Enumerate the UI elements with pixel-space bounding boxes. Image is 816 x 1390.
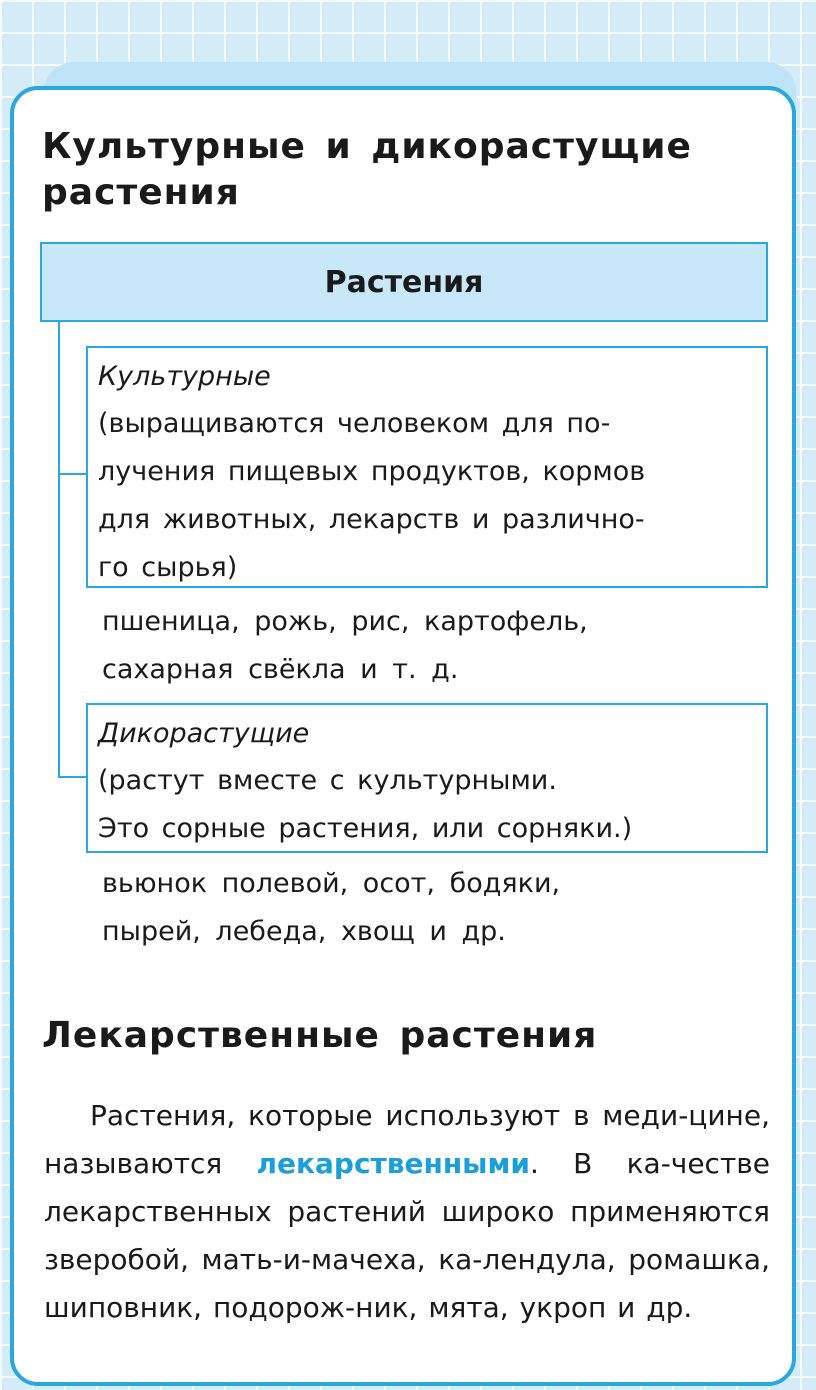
cultivated-plants-box (86, 346, 768, 588)
wild-plants-box (86, 703, 768, 853)
cultivated-examples (102, 598, 762, 694)
medicinal-paragraph (44, 1092, 770, 1332)
tree-connector-vertical (58, 322, 60, 778)
wild-example-line: пырей, лебеда, хвощ и др. (102, 916, 506, 947)
cultivated-description-line: лучения пищевых продуктов, кормов (98, 456, 646, 487)
medicinal-text-after: . В ка-честве лекарственных растений широко применяются зверобой, мать-и-мачеха, ка-лендула, ромашка, шиповник, подорож-ник, мята, укроп и др. (44, 1147, 770, 1324)
wild-examples (102, 860, 762, 956)
cultivated-title: Культурные (98, 361, 271, 392)
cultivated-example-line: пшеница, рожь, рис, картофель, (102, 606, 588, 637)
plants-root-label: Растения (324, 264, 484, 300)
tree-connector-wild (58, 776, 86, 778)
cultivated-example-line: сахарная свёкла и т. д. (102, 654, 459, 685)
wild-title: Дикорастущие (98, 718, 310, 749)
medicinal-term-highlight: лекарственными (256, 1147, 530, 1180)
tree-connector-cultivated (58, 473, 86, 475)
wild-example-line: вьюнок полевой, осот, бодяки, (102, 868, 561, 899)
wild-description-line: Это сорные растения, или сорняки.) (98, 813, 633, 844)
wild-description-line: (растут вместе с культурными. (98, 765, 557, 796)
medicinal-text-before: Растения, которые используют в меди-цине, называются (44, 1099, 770, 1180)
section-title-medicinal: Лекарственные растения (42, 1015, 598, 1056)
cultivated-description-line: (выращиваются человеком для по- (98, 408, 611, 439)
section-title-cultivated-wild: Культурные и дикорастущие растения (42, 126, 692, 213)
plants-root-node (40, 242, 768, 322)
cultivated-description-line: го сырья) (98, 552, 238, 583)
cultivated-description-line: для животных, лекарств и различно- (98, 504, 645, 535)
